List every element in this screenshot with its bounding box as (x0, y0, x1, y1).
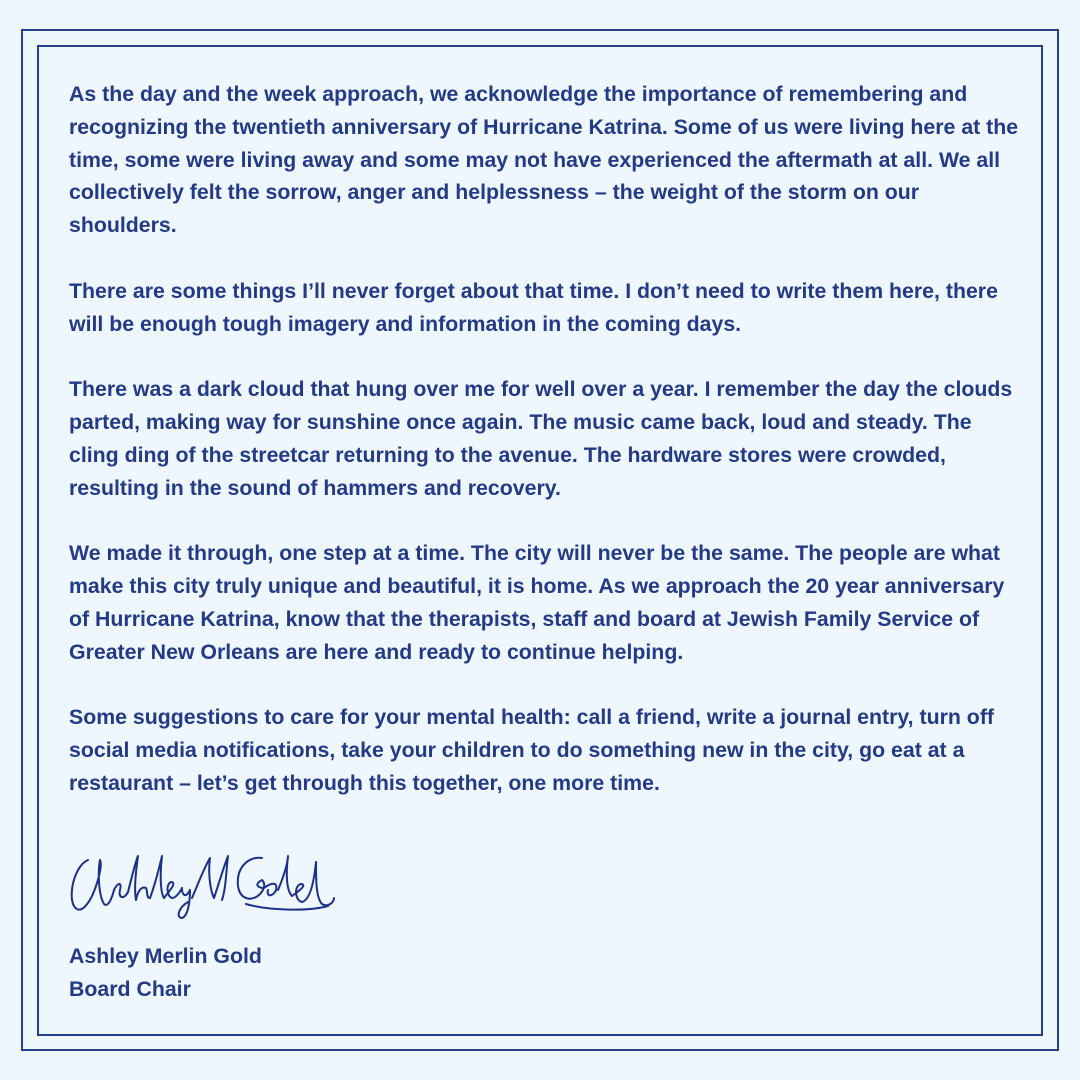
handwritten-signature (66, 846, 336, 926)
letter-paragraph: Some suggestions to care for your mental health: call a friend, write a journal entry, turn off social media notifications, take your children to do something new in the city, go eat at a restaurant – let’s get through this together, one more time. (69, 705, 995, 795)
letter-paragraph: We made it through, one step at a time. The city will never be the same. The people are what make this city truly unique and beautiful, it is home. As we approach the 20 year anniversary of Hurricane Katrina, know that the therapists, staff and board at Jewish Family Service of Greater New Orleans are here and ready to continue helping. (69, 541, 1005, 664)
signature-block (69, 940, 262, 1006)
signer-name: Ashley Merlin Gold (69, 944, 262, 968)
signer-title: Board Chair (69, 977, 191, 1001)
letter-paragraph: As the day and the week approach, we acknowledge the importance of remembering and recognizing the twentieth anniversary of Hurricane Katrina. Some of us were living here at the time, some were living away and some may not have experienced the aftermath at all. We all collectively felt the sorrow, anger and helplessness – the weight of the storm on our shoulders. (69, 82, 1019, 238)
letter-paragraph: There was a dark cloud that hung over me for well over a year. I remember the day the clouds parted, making way for sunshine once again. The music came back, loud and steady. The cling ding of the streetcar returning to the avenue. The hardware stores were crowded, resulting in the sound of hammers and recovery. (69, 377, 1013, 500)
letter-body (69, 78, 1019, 832)
letter-paragraph: There are some things I’ll never forget about that time. I don’t need to write them here, there will be enough tough imagery and information in the coming days. (69, 278, 998, 336)
